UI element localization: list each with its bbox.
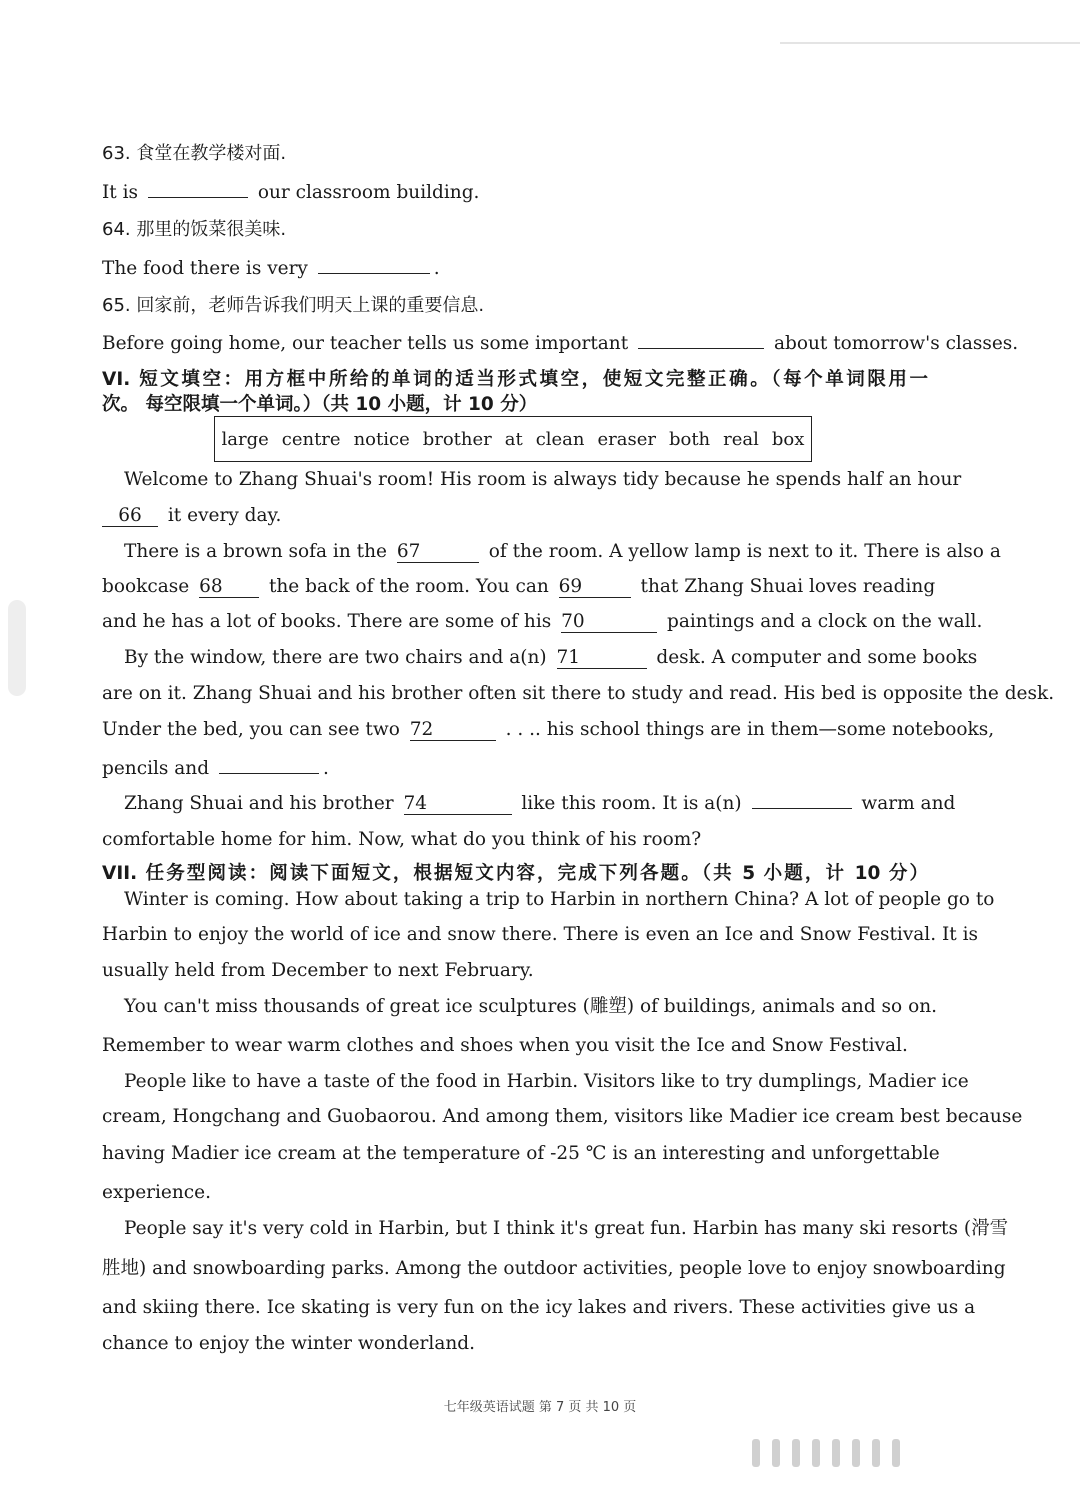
word-box <box>214 416 812 462</box>
passage6-text: bookcase <box>102 576 190 597</box>
q65-answer-blank[interactable] <box>638 348 764 349</box>
passage6-text: like this room. It is a(n) <box>521 793 742 814</box>
blank-72[interactable]: 72 <box>410 720 496 741</box>
word-box-item: eraser <box>597 428 656 450</box>
passage6-line <box>102 504 928 528</box>
passage7-line: chance to enjoy the winter wonderland. <box>102 1333 475 1354</box>
word-box-item: notice <box>353 428 410 450</box>
toolbar-bar <box>872 1439 880 1467</box>
blank-71[interactable]: 71 <box>557 648 647 669</box>
passage6-text: pencils and <box>102 758 210 779</box>
passage6-text: it every day. <box>167 505 282 526</box>
passage6-line <box>124 792 956 816</box>
toolbar-bar <box>752 1439 760 1467</box>
section7-heading: VII. 任务型阅读：阅读下面短文，根据短文内容，完成下列各题。（共 5 小题，计 10 分） <box>102 863 928 884</box>
section6-heading-line2: 次。 每空限填一个单词。）（共 10 小题，计 10 分） <box>102 394 538 415</box>
passage6-line: comfortable home for him. Now, what do you think of his room? <box>102 829 702 850</box>
passage6-text: . . .. his school things are in them—some notebooks, <box>505 719 995 740</box>
blank-68[interactable]: 68 <box>199 577 259 598</box>
section6-heading-line1: VI. 短文填空：用方框中所给的单词的适当形式填空，使短文完整正确。（每个单词限用一 <box>102 369 928 390</box>
passage6-text: and he has a lot of books. There are some of his <box>102 611 552 632</box>
passage6-line <box>124 646 978 670</box>
toolbar-bar <box>792 1439 800 1467</box>
q65-prompt: 65. 回家前，老师告诉我们明天上课的重要信息. <box>102 295 485 316</box>
passage6-line: Welcome to Zhang Shuai's room! His room is always tidy because he spends half an hour <box>124 469 962 490</box>
word-box-item: both <box>668 428 711 450</box>
passage6-line <box>102 757 928 781</box>
passage6-text: that Zhang Shuai loves reading <box>640 576 936 597</box>
passage6-line <box>102 575 936 599</box>
blank-67[interactable]: 67 <box>397 542 479 563</box>
passage6-text: Zhang Shuai and his brother <box>124 793 394 814</box>
passage7-line: experience. <box>102 1182 211 1203</box>
toolbar-bar <box>812 1439 820 1467</box>
top-divider <box>780 42 1080 44</box>
passage6-text: There is a brown sofa in the <box>124 541 387 562</box>
passage6-line <box>124 540 1001 564</box>
q63-answer-blank[interactable] <box>148 197 248 198</box>
q64-before: The food there is very <box>102 258 308 279</box>
blank-75[interactable] <box>752 808 852 809</box>
blank-73[interactable] <box>219 773 319 774</box>
passage7-line: having Madier ice cream at the temperature of -25 ℃ is an interesting and unforgettable <box>102 1143 940 1164</box>
q64-sentence <box>102 257 928 281</box>
page-footer: 七年级英语试题 第 7 页 共 10 页 <box>443 1400 637 1415</box>
q65-before: Before going home, our teacher tells us some important <box>102 333 629 354</box>
word-box-item: box <box>771 428 805 450</box>
q64-answer-blank[interactable] <box>318 273 430 274</box>
passage7-line: Remember to wear warm clothes and shoes when you visit the Ice and Snow Festival. <box>102 1035 908 1056</box>
toolbar-bar <box>832 1439 840 1467</box>
passage6-text: . <box>322 758 329 779</box>
passage6-text: the back of the room. You can <box>268 576 549 597</box>
q63-sentence <box>102 181 928 205</box>
q63-after: our classroom building. <box>257 182 480 203</box>
passage6-line <box>102 610 983 634</box>
passage7-line: cream, Hongchang and Guobaorou. And among them, visitors like Madier ice cream best because <box>102 1106 1023 1127</box>
word-box-item: large <box>221 428 269 450</box>
passage6-line <box>102 718 995 742</box>
passage7-line: People say it's very cold in Harbin, but I think it's great fun. Harbin has many ski resorts (滑雪 <box>124 1218 1009 1239</box>
blank-70[interactable]: 70 <box>561 612 657 633</box>
word-box-item: brother <box>422 428 492 450</box>
q65-sentence <box>102 332 1019 356</box>
blank-74[interactable]: 74 <box>404 794 512 815</box>
passage7-line: usually held from December to next February. <box>102 960 534 981</box>
word-box-item: centre <box>281 428 341 450</box>
blank-66[interactable]: 66 <box>102 506 158 527</box>
q65-after: about tomorrow's classes. <box>773 333 1019 354</box>
passage7-line: Harbin to enjoy the world of ice and snow there. There is even an Ice and Snow Festival. It is <box>102 924 979 945</box>
passage6-text: Under the bed, you can see two <box>102 719 400 740</box>
toolbar-bar <box>892 1439 900 1467</box>
passage7-line: and skiing there. Ice skating is very fun on the icy lakes and rivers. These activities give us a <box>102 1297 976 1318</box>
passage6-text: desk. A computer and some books <box>656 647 978 668</box>
q64-after: . <box>433 258 440 279</box>
word-box-item: real <box>723 428 759 450</box>
q64-prompt: 64. 那里的饭菜很美味. <box>102 219 287 240</box>
toolbar-bar <box>852 1439 860 1467</box>
passage7-line: You can't miss thousands of great ice sculptures (雕塑) of buildings, animals and so on. <box>124 996 938 1017</box>
passage6-text: paintings and a clock on the wall. <box>667 611 983 632</box>
word-box-item: at <box>504 428 523 450</box>
passage6-text: By the window, there are two chairs and a(n) <box>124 647 547 668</box>
passage6-text: warm and <box>861 793 956 814</box>
passage6-text: of the room. A yellow lamp is next to it. There is also a <box>488 541 1001 562</box>
passage6-line: are on it. Zhang Shuai and his brother often sit there to study and read. His bed is opposite the desk. <box>102 683 1055 704</box>
q63-prompt: 63. 食堂在教学楼对面. <box>102 143 287 164</box>
bottom-toolbar <box>752 1438 1052 1468</box>
passage7-line: People like to have a taste of the food in Harbin. Visitors like to try dumplings, Madier ice <box>124 1071 969 1092</box>
passage7-line: Winter is coming. How about taking a trip to Harbin in northern China? A lot of people go to <box>124 889 995 910</box>
q63-before: It is <box>102 182 139 203</box>
scroll-handle[interactable] <box>8 600 26 696</box>
blank-69[interactable]: 69 <box>559 577 631 598</box>
passage7-line: 胜地) and snowboarding parks. Among the outdoor activities, people love to enjoy snowboarding <box>102 1258 1006 1279</box>
toolbar-bar <box>772 1439 780 1467</box>
word-box-item: clean <box>535 428 585 450</box>
